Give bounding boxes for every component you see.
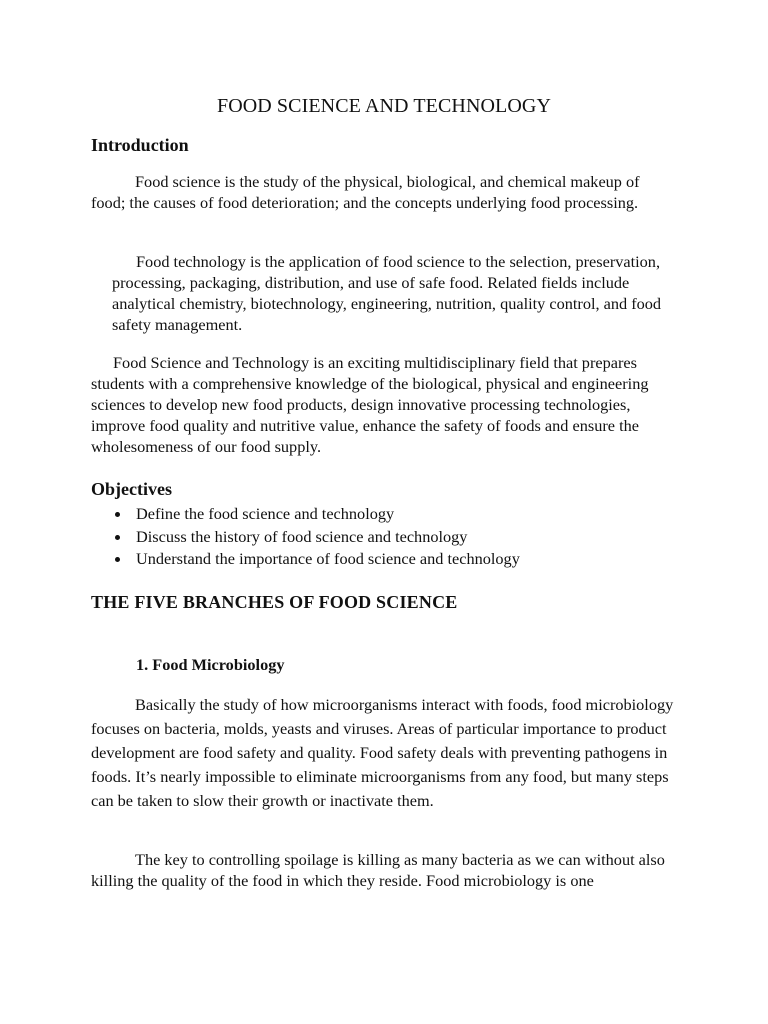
introduction-heading: Introduction xyxy=(91,135,189,155)
bullet-icon xyxy=(115,512,120,517)
intro-paragraph-3: Food Science and Technology is an exciting multidisciplinary field that prepares students with a comprehensive knowledge of the biological, physical and engineering sciences to develop new food products, design innovative processing technologies, improve food quality and nutritive value, enhance the safety of foods and ensure the wholesomeness of our food supply. xyxy=(91,353,649,456)
list-item xyxy=(112,548,520,571)
objective-text: Define the food science and technology xyxy=(136,504,395,523)
microbiology-paragraph-1: Basically the study of how microorganisms interact with foods, food microbiology focuses on bacteria, molds, yeasts and viruses. Areas of particular importance to product development are food safety and quality. Food safety deals with preventing pathogens in foods. It’s nearly impossible to eliminate microorganisms from any food, but many steps can be taken to slow their growth or inactivate them. xyxy=(91,695,674,810)
intro-paragraph-1: Food science is the study of the physical, biological, and chemical makeup of food; the causes of food deterioration; and the concepts underlying food processing. xyxy=(91,172,640,212)
intro-paragraph-2: Food technology is the application of food science to the selection, preservation, processing, packaging, distribution, and use of safe food. Related fields include analytical chemistry, biotechnology, engineering, nutrition, quality control, and food safety management. xyxy=(112,252,662,334)
bullet-icon xyxy=(115,557,120,562)
food-microbiology-heading: 1. Food Microbiology xyxy=(136,655,285,674)
objectives-heading: Objectives xyxy=(91,479,172,499)
branches-heading: THE FIVE BRANCHES OF FOOD SCIENCE xyxy=(91,592,458,612)
microbiology-paragraph-2: The key to controlling spoilage is killing as many bacteria as we can without also killing the quality of the food in which they reside. Food microbiology is one xyxy=(91,850,665,890)
objectives-list xyxy=(112,503,520,571)
list-item xyxy=(112,526,520,549)
objective-text: Understand the importance of food science and technology xyxy=(136,549,520,568)
list-item xyxy=(112,503,520,526)
bullet-icon xyxy=(115,535,120,540)
objective-text: Discuss the history of food science and technology xyxy=(136,526,468,546)
page-title: FOOD SCIENCE AND TECHNOLOGY xyxy=(216,95,551,117)
